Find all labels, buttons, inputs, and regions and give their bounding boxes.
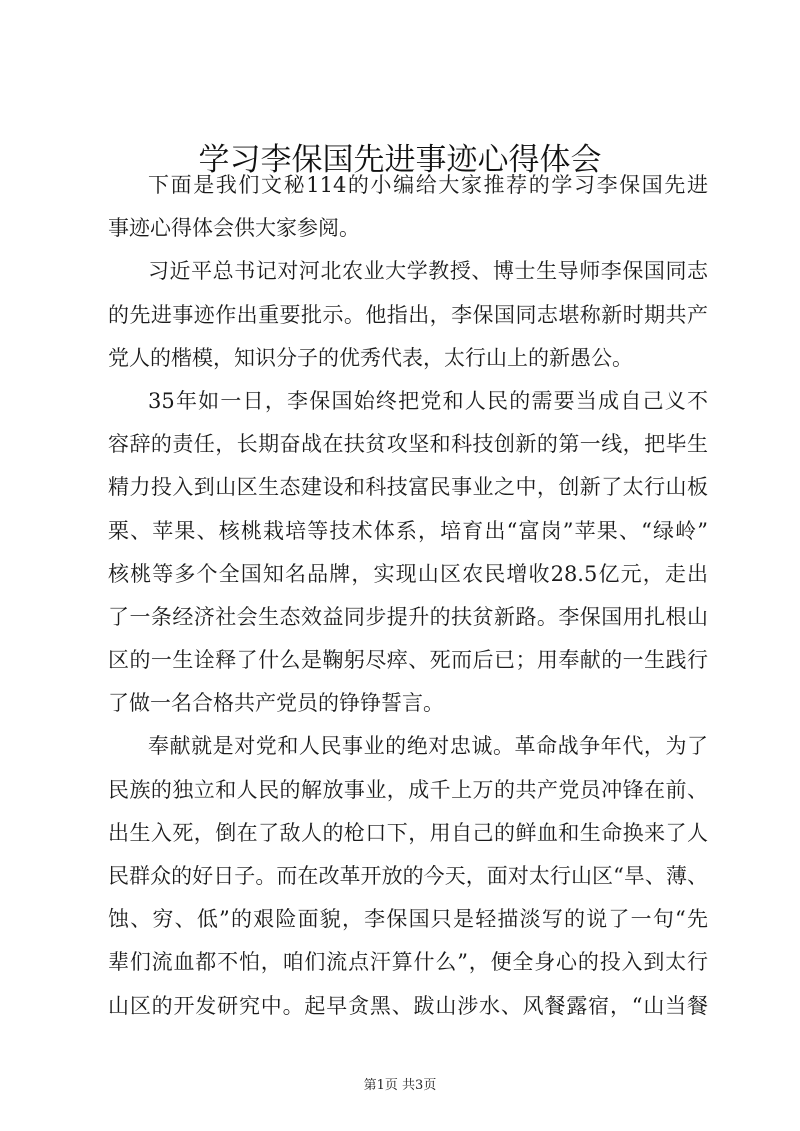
document-body [108,164,708,1028]
text-line: 奉献就是对党和人民事业的绝对忠诚。革命战争年代，为了 [148,734,708,759]
text-line: 党人的楷模，知识分子的优秀代表，太行山上的新愚公。 [108,345,633,370]
text-line: 容辞的责任，长期奋战在扶贫攻坚和科技创新的第一线，把毕生 [108,432,708,457]
text-line: 山区的开发研究中。起早贪黑、跋山涉水、风餐露宿，“山当餐 [108,993,708,1018]
text-line: 出生入死，倒在了敌人的枪口下，用自己的鲜血和生命换来了人 [108,820,708,845]
text-line: 习近平总书记对河北农业大学教授、博士生导师李保国同志 [148,259,708,284]
paragraph-35-years [108,380,708,726]
text-line: 核桃等多个全国知名品牌，实现山区农民增收28.5亿元，走出 [108,561,708,586]
text-line: 35年如一日，李保国始终把党和人民的需要当成自己义不 [148,388,708,413]
text-line: 事迹心得体会供大家参阅。 [108,216,360,241]
text-line: 了做一名合格共产党员的铮铮誓言。 [108,691,444,716]
text-line: 下面是我们文秘114的小编给大家推荐的学习李保国先进 [148,173,708,197]
page-number: 第1页 共3页 [363,1078,437,1093]
document-title: 学习李保国先进事迹心得体会 [198,142,602,178]
text-line: 民群众的好日子。而在改革开放的今天，面对太行山区“旱、薄、 [108,864,708,888]
text-line: 了一条经济社会生态效益同步提升的扶贫新路。李保国用扎根山 [108,604,708,629]
text-line: 区的一生诠释了什么是鞠躬尽瘁、死而后已；用奉献的一生践行 [108,648,708,673]
paragraph-dedication [108,725,708,1027]
text-line: 栗、苹果、核桃栽培等技术体系，培育出“富岗”苹果、“绿岭” [108,518,708,543]
text-line: 精力投入到山区生态建设和科技富民事业之中，创新了太行山板 [108,475,708,500]
text-line: 民族的独立和人民的解放事业，成千上万的共产党员冲锋在前、 [108,777,708,802]
text-line: 辈们流血都不怕，咱们流点汗算什么”，便全身心的投入到太行 [108,950,708,975]
text-line: 蚀、穷、低”的艰险面貌，李保国只是轻描淡写的说了一句“先 [108,907,708,932]
text-line: 的先进事迹作出重要批示。他指出，李保国同志堪称新时期共产 [108,302,708,327]
paragraph-intro [108,164,708,250]
paragraph-instruction [108,250,708,380]
